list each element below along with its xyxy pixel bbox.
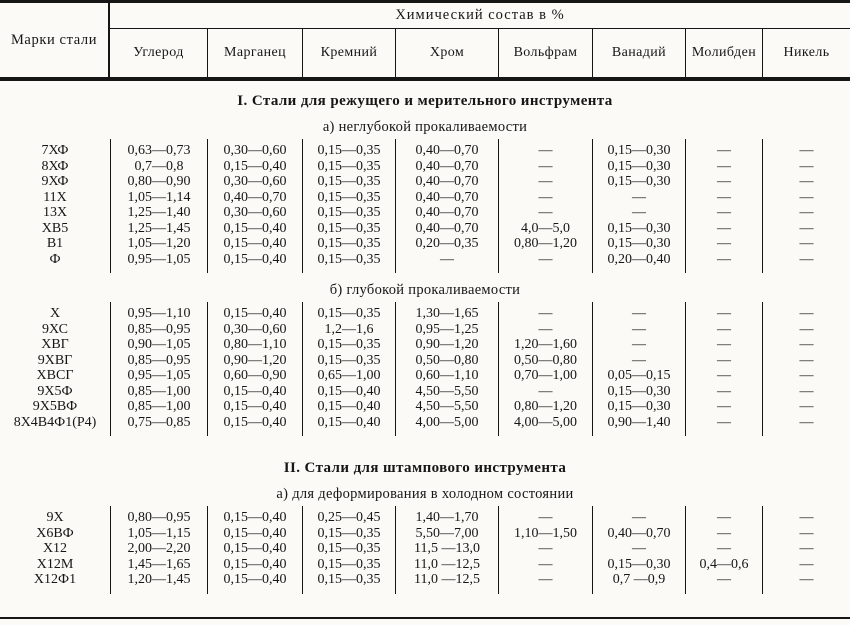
value-cell: —: [685, 337, 762, 353]
value-cell: 0,60—0,90: [207, 368, 302, 384]
value-cell: 0,15—0,30: [592, 399, 685, 415]
value-cell: 0,15—0,30: [592, 143, 685, 159]
grade-cell: Х6ВФ: [36, 525, 74, 541]
value-cell: 0,20—0,35: [395, 236, 498, 252]
value-cell: 0,95—1,10: [110, 306, 207, 322]
grade-cell: 8ХФ: [41, 158, 69, 174]
value-cell: —: [685, 541, 762, 557]
table-row: [0, 557, 850, 573]
value-cell: —: [685, 221, 762, 237]
value-cell: 0,90—1,20: [395, 337, 498, 353]
value-cell: —: [762, 526, 850, 542]
value-cell: 0,15—0,40: [207, 221, 302, 237]
grade-cell: Ф: [49, 251, 61, 267]
value-cell: 0,40—0,70: [395, 159, 498, 175]
value-cell: 0,30—0,60: [207, 174, 302, 190]
grade-cell: Х12: [42, 541, 68, 556]
value-cell: 0,15—0,40: [207, 510, 302, 526]
table-row: [0, 143, 850, 159]
block-spacer-row: [0, 430, 850, 436]
value-cell: 0,15—0,35: [302, 526, 395, 542]
table-row: [0, 368, 850, 384]
element-column-header: Молибден: [685, 29, 762, 77]
value-cell: 0,15—0,30: [592, 384, 685, 400]
data-block: [0, 139, 850, 273]
value-cell: —: [762, 306, 850, 322]
value-cell: —: [498, 143, 592, 159]
value-cell: —: [498, 306, 592, 322]
spacer-cell: [302, 267, 395, 273]
value-cell: —: [762, 143, 850, 159]
value-cell: —: [498, 252, 592, 268]
grade-cell: Х12Ф1: [33, 572, 77, 587]
value-cell: 0,50—0,80: [395, 353, 498, 369]
grade-cell: 9Х: [46, 510, 64, 525]
value-cell: 0,15—0,40: [207, 399, 302, 415]
value-cell: 0,65—1,00: [302, 368, 395, 384]
value-cell: 0,05—0,15: [592, 368, 685, 384]
value-cell: 11,0 —12,5: [395, 557, 498, 573]
value-cell: —: [685, 205, 762, 221]
value-cell: —: [592, 510, 685, 526]
spacer-cell: [0, 588, 110, 594]
spacer-cell: [685, 267, 762, 273]
value-cell: 0,15—0,35: [302, 306, 395, 322]
value-cell: 11,0 —12,5: [395, 572, 498, 588]
value-cell: —: [395, 252, 498, 268]
value-cell: 0,50—0,80: [498, 353, 592, 369]
value-cell: 0,95—1,05: [110, 368, 207, 384]
value-cell: —: [592, 190, 685, 206]
value-cell: —: [762, 557, 850, 573]
value-cell: 0,15—0,35: [302, 541, 395, 557]
value-cell: —: [685, 572, 762, 588]
value-cell: 0,15—0,35: [302, 221, 395, 237]
value-cell: 0,15—0,40: [207, 557, 302, 573]
grade-column-header: Марки стали: [0, 3, 110, 77]
grade-cell: 8Х4В4Ф1(Р4): [13, 414, 97, 430]
value-cell: 0,90—1,05: [110, 337, 207, 353]
value-cell: 0,15—0,40: [207, 415, 302, 431]
spacer-cell: [592, 588, 685, 594]
value-cell: —: [762, 572, 850, 588]
value-cell: 1,2—1,6: [302, 322, 395, 338]
value-cell: —: [685, 322, 762, 338]
table-row: [0, 541, 850, 557]
value-cell: 0,15—0,35: [302, 159, 395, 175]
grade-cell: 13Х: [42, 205, 68, 220]
value-cell: 0,15—0,35: [302, 143, 395, 159]
value-cell: 0,70—1,00: [498, 368, 592, 384]
table-row: [0, 252, 850, 268]
value-cell: —: [685, 252, 762, 268]
value-cell: —: [685, 353, 762, 369]
value-cell: 0,40—0,70: [592, 526, 685, 542]
value-cell: —: [592, 205, 685, 221]
value-cell: 0,40—0,70: [207, 190, 302, 206]
value-cell: —: [685, 368, 762, 384]
value-cell: —: [685, 399, 762, 415]
value-cell: —: [498, 190, 592, 206]
value-cell: —: [592, 337, 685, 353]
grade-cell: 9ХВГ: [37, 352, 73, 368]
table-row: [0, 353, 850, 369]
spacer-cell: [395, 430, 498, 436]
value-cell: 0,15—0,30: [592, 159, 685, 175]
value-cell: 0,15—0,35: [302, 337, 395, 353]
value-cell: 1,05—1,14: [110, 190, 207, 206]
value-cell: —: [762, 510, 850, 526]
spacer-cell: [0, 267, 110, 273]
spacer-cell: [302, 430, 395, 436]
spacer-cell: [498, 267, 592, 273]
grade-cell: Х: [49, 306, 61, 321]
value-cell: 11,5 —13,0: [395, 541, 498, 557]
value-cell: —: [762, 353, 850, 369]
value-cell: 0,15—0,30: [592, 557, 685, 573]
value-cell: —: [762, 221, 850, 237]
table-row: [0, 205, 850, 221]
composition-group-header: Химический состав в %: [110, 3, 850, 29]
spacer-cell: [498, 430, 592, 436]
value-cell: 0,80—1,20: [498, 399, 592, 415]
value-cell: —: [592, 322, 685, 338]
spacer-cell: [592, 267, 685, 273]
value-cell: 1,05—1,20: [110, 236, 207, 252]
value-cell: 0,15—0,40: [207, 252, 302, 268]
grade-cell: 7ХФ: [41, 143, 69, 158]
value-cell: —: [685, 236, 762, 252]
value-cell: 1,45—1,65: [110, 557, 207, 573]
value-cell: —: [498, 159, 592, 175]
table-row: [0, 510, 850, 526]
grade-cell: 9ХС: [42, 321, 68, 337]
value-cell: 0,15—0,40: [207, 572, 302, 588]
grade-cell: ХВСГ: [36, 368, 74, 383]
value-cell: 0,30—0,60: [207, 205, 302, 221]
data-block: [0, 302, 850, 436]
table-row: [0, 322, 850, 338]
value-cell: —: [762, 415, 850, 431]
value-cell: —: [685, 190, 762, 206]
value-cell: —: [498, 384, 592, 400]
value-cell: 0,7—0,8: [110, 159, 207, 175]
value-cell: —: [762, 205, 850, 221]
value-cell: 0,15—0,35: [302, 236, 395, 252]
value-cell: —: [685, 526, 762, 542]
spacer-cell: [207, 267, 302, 273]
element-column-header: Ванадий: [592, 29, 685, 77]
grade-cell: ХВ5: [41, 220, 69, 236]
value-cell: —: [592, 353, 685, 369]
header-double-rule: [0, 77, 850, 81]
value-cell: 0,40—0,70: [395, 143, 498, 159]
value-cell: 0,15—0,40: [302, 399, 395, 415]
value-cell: 0,15—0,30: [592, 221, 685, 237]
value-cell: —: [762, 190, 850, 206]
table-row: [0, 415, 850, 431]
value-cell: 0,30—0,60: [207, 322, 302, 338]
spacer-cell: [762, 588, 850, 594]
section-title: I. Стали для режущего и мерительного инструмента: [237, 93, 613, 109]
data-block: [0, 506, 850, 594]
value-cell: 0,95—1,25: [395, 322, 498, 338]
value-cell: 1,25—1,40: [110, 205, 207, 221]
value-cell: —: [685, 174, 762, 190]
value-cell: 1,05—1,15: [110, 526, 207, 542]
value-cell: 0,15—0,40: [207, 526, 302, 542]
grade-cell: 9ХФ: [41, 174, 69, 189]
value-cell: 0,60—1,10: [395, 368, 498, 384]
value-cell: 4,0—5,0: [498, 221, 592, 237]
value-cell: 0,40—0,70: [395, 205, 498, 221]
value-cell: 4,50—5,50: [395, 384, 498, 400]
value-cell: —: [762, 541, 850, 557]
subsection-label: а) для деформирования в холодном состоянии: [276, 486, 574, 502]
value-cell: 0,85—0,95: [110, 322, 207, 338]
value-cell: 0,95—1,05: [110, 252, 207, 268]
block-spacer-row: [0, 267, 850, 273]
value-cell: 0,15—0,40: [302, 415, 395, 431]
grade-cell: ХВГ: [41, 337, 69, 352]
spacer-cell: [498, 588, 592, 594]
value-cell: 4,00—5,00: [395, 415, 498, 431]
table-row: [0, 221, 850, 237]
grade-cell: 9Х5ВФ: [32, 399, 78, 414]
value-cell: 0,4—0,6: [685, 557, 762, 573]
value-cell: 0,40—0,70: [395, 190, 498, 206]
spacer-cell: [0, 430, 110, 436]
value-cell: 2,00—2,20: [110, 541, 207, 557]
value-cell: 0,40—0,70: [395, 221, 498, 237]
spacer-cell: [110, 430, 207, 436]
value-cell: 0,80—0,90: [110, 174, 207, 190]
grade-cell: Х12М: [36, 556, 74, 572]
value-cell: 0,30—0,60: [207, 143, 302, 159]
table-row: [0, 572, 850, 588]
table-row: [0, 190, 850, 206]
element-column-header: Марганец: [207, 29, 302, 77]
value-cell: —: [762, 322, 850, 338]
spacer-cell: [762, 430, 850, 436]
value-cell: —: [685, 159, 762, 175]
table-row: [0, 306, 850, 322]
value-cell: 0,15—0,40: [207, 541, 302, 557]
table-row: [0, 337, 850, 353]
value-cell: 0,15—0,35: [302, 174, 395, 190]
value-cell: 0,40—0,70: [395, 174, 498, 190]
value-cell: 0,85—1,00: [110, 384, 207, 400]
table-row: [0, 174, 850, 190]
value-cell: 0,15—0,40: [207, 384, 302, 400]
table-row: [0, 159, 850, 175]
subsection-label: б) глубокой прокаливаемости: [329, 282, 521, 298]
value-cell: 1,20—1,60: [498, 337, 592, 353]
grade-cell: В1: [46, 236, 64, 251]
value-cell: 1,10—1,50: [498, 526, 592, 542]
value-cell: —: [762, 174, 850, 190]
spacer-cell: [207, 588, 302, 594]
spacer-cell: [110, 267, 207, 273]
value-cell: —: [685, 510, 762, 526]
value-cell: 1,20—1,45: [110, 572, 207, 588]
value-cell: —: [498, 322, 592, 338]
value-cell: —: [592, 306, 685, 322]
value-cell: 4,50—5,50: [395, 399, 498, 415]
value-cell: 0,15—0,40: [207, 306, 302, 322]
element-column-header: Кремний: [302, 29, 395, 77]
value-cell: —: [685, 384, 762, 400]
value-cell: 0,15—0,40: [207, 159, 302, 175]
value-cell: 0,75—0,85: [110, 415, 207, 431]
block-spacer-row: [0, 588, 850, 594]
value-cell: —: [498, 174, 592, 190]
table-header: [0, 0, 850, 77]
value-cell: 0,25—0,45: [302, 510, 395, 526]
value-cell: —: [762, 252, 850, 268]
spacer-cell: [302, 588, 395, 594]
spacer-cell: [592, 430, 685, 436]
value-cell: 0,63—0,73: [110, 143, 207, 159]
grade-cell: 11Х: [43, 189, 67, 205]
value-cell: —: [762, 337, 850, 353]
table-row: [0, 236, 850, 252]
value-cell: 0,80—0,95: [110, 510, 207, 526]
value-cell: —: [685, 143, 762, 159]
spacer-cell: [762, 267, 850, 273]
value-cell: 0,15—0,35: [302, 205, 395, 221]
value-cell: —: [498, 510, 592, 526]
value-cell: —: [762, 368, 850, 384]
element-column-header: Углерод: [133, 45, 184, 60]
element-column-header: Хром: [395, 29, 498, 77]
value-cell: 4,00—5,00: [498, 415, 592, 431]
value-cell: 0,15—0,40: [302, 384, 395, 400]
value-cell: 0,90—1,40: [592, 415, 685, 431]
element-column-header: Вольфрам: [498, 29, 592, 77]
value-cell: 1,25—1,45: [110, 221, 207, 237]
table-row: [0, 526, 850, 542]
value-cell: —: [762, 399, 850, 415]
value-cell: —: [498, 205, 592, 221]
spacer-cell: [395, 588, 498, 594]
value-cell: 0,15—0,35: [302, 353, 395, 369]
value-cell: 0,15—0,30: [592, 236, 685, 252]
value-cell: —: [685, 415, 762, 431]
value-cell: —: [592, 541, 685, 557]
value-cell: 0,85—0,95: [110, 353, 207, 369]
subsection-label: а) неглубокой прокаливаемости: [322, 119, 528, 135]
spacer-cell: [685, 588, 762, 594]
value-cell: —: [762, 159, 850, 175]
table-bottom-rule: [0, 617, 850, 619]
value-cell: 0,80—1,20: [498, 236, 592, 252]
value-cell: 0,20—0,40: [592, 252, 685, 268]
value-cell: 0,85—1,00: [110, 399, 207, 415]
table-body: [0, 93, 850, 594]
value-cell: 0,15—0,35: [302, 572, 395, 588]
value-cell: 0,80—1,10: [207, 337, 302, 353]
section-title: II. Стали для штампового инструмента: [283, 460, 567, 476]
value-cell: 0,90—1,20: [207, 353, 302, 369]
value-cell: 0,15—0,35: [302, 190, 395, 206]
value-cell: —: [498, 557, 592, 573]
value-cell: 0,15—0,35: [302, 557, 395, 573]
element-column-header: Никель: [762, 29, 850, 77]
value-cell: 0,15—0,35: [302, 252, 395, 268]
spacer-cell: [207, 430, 302, 436]
value-cell: 0,15—0,30: [592, 174, 685, 190]
value-cell: 0,15—0,40: [207, 236, 302, 252]
value-cell: 1,30—1,65: [395, 306, 498, 322]
value-cell: —: [498, 541, 592, 557]
table-row: [0, 384, 850, 400]
value-cell: 0,7 —0,9: [592, 572, 685, 588]
value-cell: —: [685, 306, 762, 322]
table-row: [0, 399, 850, 415]
value-cell: —: [762, 384, 850, 400]
spacer-cell: [110, 588, 207, 594]
value-cell: 5,50—7,00: [395, 526, 498, 542]
value-cell: —: [498, 572, 592, 588]
spacer-cell: [685, 430, 762, 436]
composition-header-group: [110, 3, 850, 77]
value-cell: —: [762, 236, 850, 252]
value-cell: 1,40—1,70: [395, 510, 498, 526]
spacer-cell: [395, 267, 498, 273]
element-column-headers: [110, 29, 850, 77]
grade-cell: 9Х5Ф: [37, 383, 73, 399]
